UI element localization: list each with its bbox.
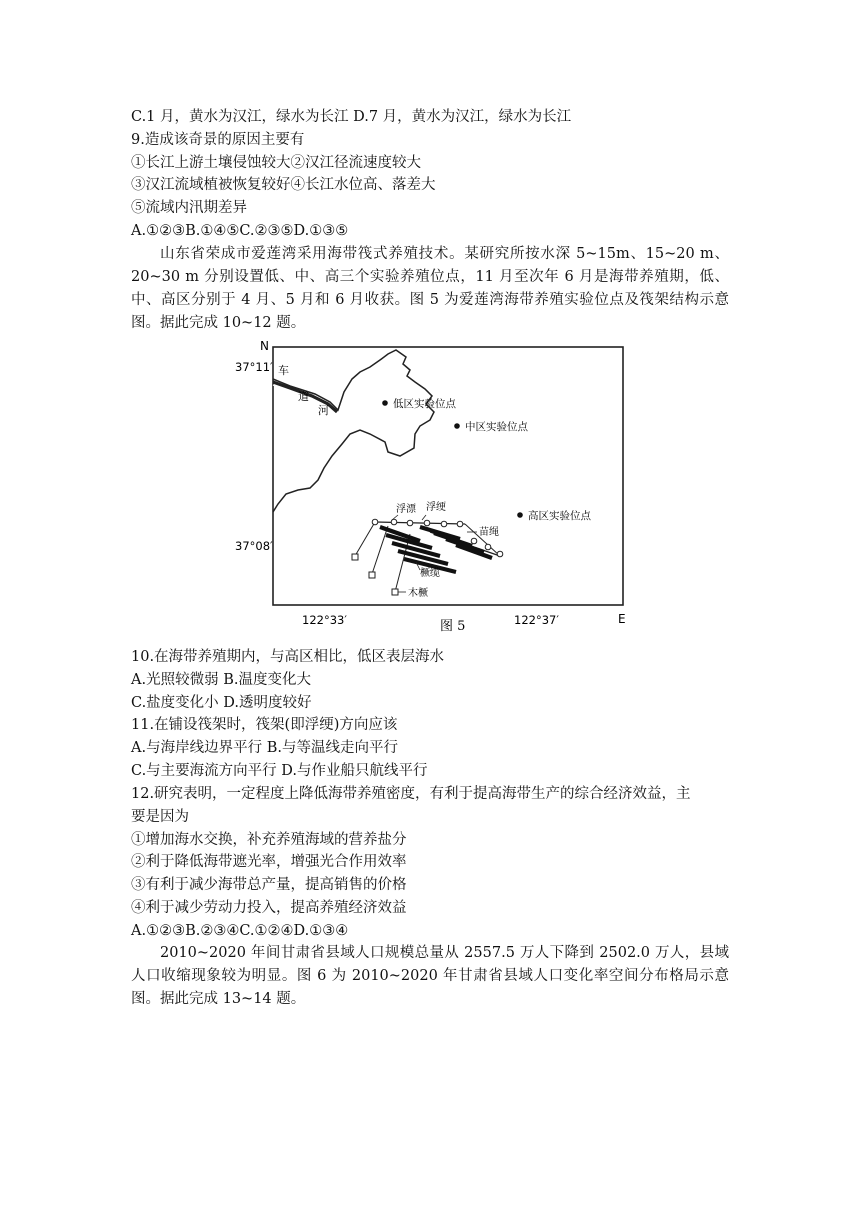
site-low-label: 低区实验位点: [393, 398, 456, 410]
river-char-2: 道: [298, 390, 309, 403]
coastline: [273, 350, 434, 512]
figure-5-map: [220, 334, 640, 638]
passage-aquaculture: 山东省荣成市爱莲湾采用海带筏式养殖技术。某研究所按水深 5~15m、15~20 m、20~30 m 分别设置低、中、高三个实验养殖位点，11 月至次年 6 月是海带养殖期，低、中、高区分别于 4 月、5 月和 6 月收获。图 5 为爱莲湾海带养殖实验位点及筏架结构示意图。据此完成 10~12 题。: [131, 246, 729, 331]
label-anchor-rope: 橛缆: [420, 568, 440, 579]
q12-option-2: ②利于降低海带遮光率，增强光合作用效率: [131, 854, 407, 870]
q10-options-cd: C.盐度变化小 D.透明度较好: [131, 695, 312, 711]
q10-stem: 10.在海带养殖期内，与高区相比，低区表层海水: [131, 649, 445, 665]
site-high-label: 高区实验位点: [528, 510, 591, 522]
q12-option-4: ④利于减少劳动力投入，提高养殖经济效益: [131, 900, 407, 916]
site-high-marker: [517, 512, 523, 518]
q12-option-1: ①增加海水交换，补充养殖海域的营养盐分: [131, 832, 407, 848]
label-stake: 木橛: [408, 588, 428, 599]
label-seedline: 苗绳: [479, 527, 499, 538]
q9-option-line-2: ③汉江流域植被恢复较好④长江水位高、落差大: [131, 177, 436, 193]
lat-bottom-label: 37°08′: [235, 539, 273, 553]
label-float: 浮漂: [396, 504, 416, 515]
q11-options-cd: C.与主要海流方向平行 D.与作业船只航线平行: [131, 763, 428, 779]
figure-caption: 图 5: [440, 619, 466, 634]
east-label: E: [618, 612, 626, 626]
north-label: N: [260, 339, 269, 353]
river-char-1: 车: [278, 364, 289, 377]
map-frame: [273, 347, 623, 605]
q9-choices: A.①②③B.①④⑤C.②③⑤D.①③⑤: [131, 223, 349, 239]
site-low-marker: [382, 400, 388, 406]
lat-top-label: 37°11′: [235, 360, 273, 374]
q11-options-ab: A.与海岸线边界平行 B.与等温线走向平行: [131, 740, 398, 756]
q8-options-cd: C.1 月，黄水为汉江，绿水为长江 D.7 月，黄水为汉江，绿水为长江: [131, 109, 572, 125]
lon-left-label: 122°33′: [302, 613, 347, 627]
q12-stem-line-2: 要是因为: [131, 809, 189, 825]
q9-option-line-1: ①长江上游土壤侵蚀较大②汉江径流速度较大: [131, 155, 421, 171]
lon-right-label: 122°37′: [514, 613, 559, 627]
q10-options-ab: A.光照较微弱 B.温度变化大: [131, 672, 311, 688]
q12-option-3: ③有利于减少海带总产量，提高销售的价格: [131, 877, 407, 893]
q11-stem: 11.在铺设筏架时，筏架(即浮绠)方向应该: [131, 717, 398, 733]
label-rope: 浮绠: [426, 502, 446, 513]
q12-choices: A.①②③B.②③④C.①②④D.①③④: [131, 923, 349, 939]
river-char-3: 河: [318, 404, 329, 417]
passage-gansu-population: 2010~2020 年间甘肃省县域人口规模总量从 2557.5 万人下降到 2502.0 万人，县域人口收缩现象较为明显。图 6 为 2010~2020 年甘肃省县域人口变化率空间分布格局示意图。据此完成 13~14 题。: [131, 945, 729, 1007]
q9-option-line-3: ⑤流域内汛期差异: [131, 200, 247, 216]
q9-stem: 9.造成该奇景的原因主要有: [131, 132, 305, 148]
site-mid-marker: [454, 423, 460, 429]
q12-stem-line-1: 12.研究表明，一定程度上降低海带养殖密度，有利于提高海带生产的综合经济效益，主: [131, 786, 691, 802]
site-mid-label: 中区实验位点: [465, 421, 528, 433]
raft-rope-upper: [375, 522, 465, 524]
